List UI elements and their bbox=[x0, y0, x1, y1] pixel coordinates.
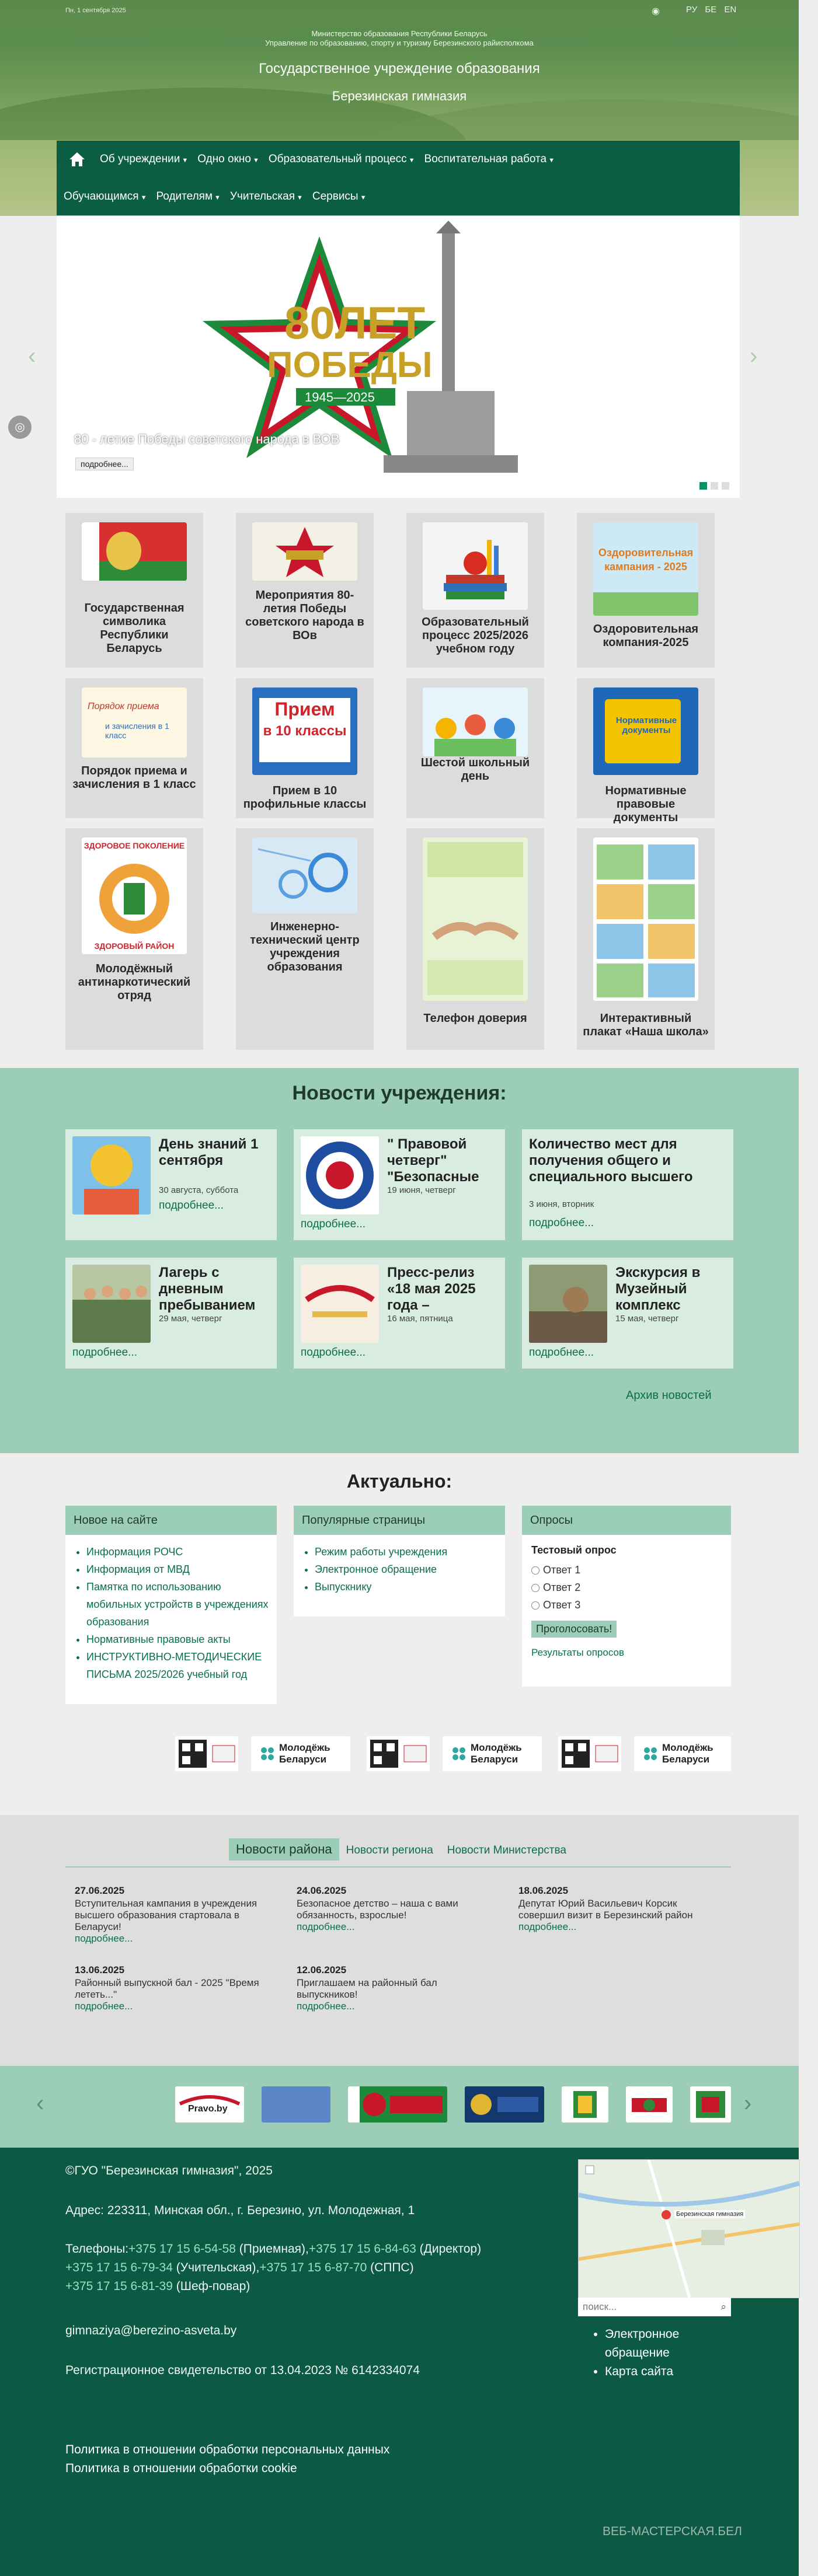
tab-district-news[interactable]: Новости района bbox=[229, 1838, 339, 1861]
tile-antidrug-squad[interactable] bbox=[65, 828, 203, 1050]
ministry-line-1: Министерство образования Республики Беларусь bbox=[311, 29, 488, 38]
current-date: Пн, 1 сентября 2025 bbox=[65, 7, 126, 14]
nav-parents[interactable] bbox=[151, 190, 225, 203]
engineering-center-image bbox=[252, 837, 357, 913]
slider-next-arrow[interactable]: › bbox=[750, 343, 758, 369]
health-campaign-image bbox=[593, 522, 698, 616]
list-item[interactable]: • Памятка по использованию мобильных устройств в учреждениях образования bbox=[86, 1578, 277, 1631]
list-item[interactable]: • Информация от МВД bbox=[86, 1561, 277, 1578]
partners-next-arrow[interactable]: › bbox=[744, 2090, 752, 2116]
trust-phone-image bbox=[423, 837, 528, 1001]
footer-address: Адрес: 223311, Минская обл., г. Березино, ул. Молодежная, 1 bbox=[65, 2204, 415, 2217]
qr-banner[interactable] bbox=[558, 1736, 621, 1771]
news-more-link[interactable]: подробнее... bbox=[75, 2001, 133, 2012]
tabs-divider bbox=[65, 1866, 731, 1868]
list-item[interactable]: • Выпускнику bbox=[315, 1578, 505, 1596]
poll-results-link[interactable]: Результаты опросов bbox=[531, 1647, 625, 1658]
tile-legal-documents[interactable] bbox=[577, 678, 715, 824]
main-nav bbox=[57, 141, 740, 215]
footer-registration: Регистрационное свидетельство от 13.04.2023 № 6142334074 bbox=[65, 2364, 420, 2377]
slider-dot-3[interactable] bbox=[722, 482, 729, 490]
pravo-logo-text: Pravo.by bbox=[188, 2104, 228, 2114]
map-search-placeholder: поиск... bbox=[583, 2301, 617, 2312]
youth-belarus-text: Молодёжь Беларуси bbox=[662, 1742, 713, 1765]
chevron-down-icon: ▼ bbox=[252, 157, 259, 164]
district-news-item bbox=[297, 1885, 495, 1933]
news-text: Безопасное детство – наша с вами обязанность, взрослые! bbox=[297, 1898, 458, 1921]
nav-services-label: Сервисы bbox=[312, 190, 358, 203]
tab-region-news[interactable]: Новости региона bbox=[346, 1844, 433, 1856]
nav-teachers-label: Учительская bbox=[229, 190, 295, 203]
news-date: 29 мая, четверг bbox=[159, 1314, 222, 1324]
district-news-section bbox=[0, 1815, 799, 2066]
partner-logo[interactable] bbox=[562, 2086, 608, 2123]
hero-slider bbox=[57, 216, 740, 498]
phones-label: Телефоны: bbox=[65, 2242, 129, 2256]
tile-engineering-center[interactable] bbox=[236, 828, 374, 1050]
youth-belarus-banner[interactable] bbox=[251, 1736, 350, 1771]
news-more-link[interactable]: подробнее... bbox=[72, 1346, 138, 1359]
first-grade-image bbox=[82, 687, 187, 758]
nav-about[interactable] bbox=[95, 153, 193, 166]
district-news-item bbox=[518, 1885, 717, 1933]
footer-link-electronic-appeal[interactable]: • Электронное обращение bbox=[605, 2325, 722, 2362]
news-title: Экскурсия в Музейный комплекс bbox=[615, 1265, 701, 1313]
news-date: 15 мая, четверг bbox=[615, 1314, 679, 1324]
tile-health-campaign[interactable] bbox=[577, 513, 715, 668]
youth-belarus-banner[interactable] bbox=[634, 1736, 731, 1771]
news-card[interactable] bbox=[294, 1258, 505, 1369]
slide-more-button[interactable]: подробнее... bbox=[75, 458, 134, 470]
news-more-link[interactable]: подробнее... bbox=[301, 1346, 366, 1359]
district-news-tabs bbox=[229, 1838, 573, 1861]
nav-about-label: Об учреждении bbox=[100, 153, 180, 165]
lang-ru[interactable]: РУ bbox=[686, 5, 698, 15]
site-title: Государственное учреждение образования bbox=[259, 61, 540, 76]
news-text: Районный выпускной бал - 2025 "Время лететь..." bbox=[75, 1977, 259, 2000]
news-title: " Правовой четверг" "Безопасные bbox=[387, 1136, 479, 1185]
news-thumbnail bbox=[301, 1136, 379, 1214]
tile-victory-events[interactable] bbox=[236, 513, 374, 668]
news-date: 13.06.2025 bbox=[75, 1964, 125, 1975]
news-date: 16 мая, пятница bbox=[387, 1314, 453, 1324]
nav-one-window-label: Одно окно bbox=[197, 153, 251, 165]
slider-dots bbox=[699, 482, 729, 490]
youth-belarus-text: Молодёжь Беларуси bbox=[471, 1742, 522, 1765]
chevron-down-icon: ▼ bbox=[182, 157, 189, 164]
list-item[interactable]: • Режим работы учреждения bbox=[315, 1543, 505, 1561]
site-subtitle: Березинская гимназия bbox=[332, 89, 467, 103]
youth-belarus-text: Молодёжь Беларуси bbox=[279, 1742, 330, 1765]
slider-prev-arrow[interactable]: ‹ bbox=[28, 343, 36, 369]
nav-row-2 bbox=[59, 178, 371, 215]
new-on-site-title: Новое на сайте bbox=[65, 1506, 277, 1535]
phone-link[interactable]: +375 17 15 6-79-34 bbox=[65, 2261, 173, 2274]
profile-classes-image-line-2: в 10 классы bbox=[263, 723, 347, 739]
nav-one-window[interactable] bbox=[193, 153, 264, 166]
footer-email[interactable]: gimnaziya@berezino-asveta.by bbox=[65, 2324, 237, 2337]
phone-note: (Учительская), bbox=[172, 2261, 260, 2274]
chevron-down-icon: ▼ bbox=[548, 157, 555, 164]
new-on-site-list bbox=[65, 1543, 277, 1683]
profile-classes-image-line-1: Прием bbox=[274, 699, 335, 720]
news-date: 30 августа, суббота bbox=[159, 1185, 239, 1195]
slide-caption: 80 - летие Победы советского народа в ВОВ bbox=[74, 432, 340, 446]
radio-icon[interactable] bbox=[531, 1601, 539, 1610]
nav-teachers[interactable] bbox=[225, 190, 308, 203]
nav-parents-label: Родителям bbox=[156, 190, 213, 203]
poll-option[interactable] bbox=[531, 1596, 731, 1614]
news-text: Приглашаем на районный бал выпускников! bbox=[297, 1977, 437, 2000]
tab-ministry-news[interactable]: Новости Министерства bbox=[447, 1844, 566, 1856]
location-map[interactable] bbox=[578, 2159, 800, 2298]
tile-title: Нормативные правовые документы bbox=[605, 784, 687, 824]
news-more-link[interactable]: подробнее... bbox=[159, 1199, 224, 1212]
news-date: 27.06.2025 bbox=[75, 1885, 125, 1896]
tile-state-symbols[interactable] bbox=[65, 513, 203, 668]
chevron-down-icon: ▼ bbox=[140, 194, 147, 201]
policy-personal-data-link[interactable]: Политика в отношении обработки персональных данных bbox=[65, 2443, 390, 2456]
news-card[interactable] bbox=[65, 1129, 277, 1240]
chevron-down-icon: ▼ bbox=[408, 157, 415, 164]
polls-title: Опросы bbox=[522, 1506, 731, 1535]
news-title: День знаний 1 сентября bbox=[159, 1136, 259, 1168]
tile-title: Порядок приема и зачисления в 1 класс bbox=[72, 765, 196, 791]
nav-students[interactable] bbox=[59, 190, 151, 203]
tile-interactive-poster[interactable] bbox=[577, 828, 715, 1050]
ministry-line-2: Управление по образованию, спорту и туризму Березинского райисполкома bbox=[265, 39, 534, 47]
tile-title: Шестой школьный день bbox=[420, 756, 530, 783]
radio-icon[interactable] bbox=[531, 1566, 539, 1575]
policy-cookie-link[interactable]: Политика в отношении обработки cookie bbox=[65, 2462, 297, 2475]
new-on-site-box bbox=[65, 1506, 277, 1704]
news-title: Количество мест для получения общего и специального высшего bbox=[529, 1136, 693, 1185]
eye-icon[interactable]: ◉ bbox=[652, 6, 660, 16]
first-grade-image-line-2: и зачисления в 1 класс bbox=[105, 721, 169, 740]
home-icon[interactable] bbox=[68, 151, 86, 167]
news-title: Пресс-релиз «18 мая 2025 года – bbox=[387, 1265, 476, 1313]
footer-copyright: ©ГУО "Березинская гимназия", 2025 bbox=[65, 2164, 273, 2177]
news-heading: Новости учреждения: bbox=[292, 1082, 507, 1104]
ministry-lines bbox=[0, 29, 799, 48]
popular-pages-box bbox=[294, 1506, 505, 1617]
news-card[interactable] bbox=[522, 1129, 733, 1240]
phone-link[interactable]: +375 17 15 6-54-58 bbox=[128, 2242, 236, 2256]
educational-process-image bbox=[423, 522, 528, 610]
partners-prev-arrow[interactable]: ‹ bbox=[36, 2090, 44, 2116]
qr-banner[interactable] bbox=[175, 1736, 238, 1771]
poll-question: Тестовый опрос bbox=[531, 1544, 617, 1556]
language-switcher bbox=[686, 5, 742, 15]
list-item[interactable]: • Информация РОЧС bbox=[86, 1543, 277, 1561]
news-thumbnail bbox=[72, 1265, 151, 1343]
slider-dot-2[interactable] bbox=[711, 482, 718, 490]
antidrug-squad-image-text-bottom: ЗДОРОВЫЙ РАЙОН bbox=[94, 941, 175, 951]
list-item[interactable]: • ИНСТРУКТИВНО-МЕТОДИЧЕСКИЕ ПИСЬМА 2025/2026 учебный год bbox=[86, 1648, 277, 1683]
nav-row-1 bbox=[57, 141, 559, 178]
tile-title: Интерактивный плакат «Наша школа» bbox=[583, 1012, 709, 1038]
popular-pages-title: Популярные страницы bbox=[294, 1506, 505, 1535]
news-date: 18.06.2025 bbox=[518, 1885, 569, 1896]
partner-logo[interactable] bbox=[348, 2086, 447, 2123]
news-more-link[interactable]: подробнее... bbox=[301, 1218, 366, 1230]
tile-trust-phone[interactable] bbox=[406, 828, 544, 1050]
nav-upbringing[interactable] bbox=[420, 153, 559, 166]
vote-button[interactable]: Проголосовать! bbox=[531, 1621, 617, 1638]
news-more-link[interactable]: подробнее... bbox=[75, 1933, 133, 1944]
lang-en[interactable]: EN bbox=[724, 5, 737, 15]
sixth-day-image bbox=[423, 687, 528, 756]
chevron-down-icon: ▼ bbox=[360, 194, 367, 201]
phone-note: (Шеф-повар) bbox=[172, 2280, 250, 2293]
profile-classes-image bbox=[252, 687, 357, 775]
legal-documents-image bbox=[593, 687, 698, 775]
interactive-poster-image bbox=[593, 837, 698, 1001]
news-thumbnail bbox=[529, 1265, 607, 1343]
qr-banner[interactable] bbox=[367, 1736, 430, 1771]
news-title: Лагерь с дневным пребыванием bbox=[159, 1265, 256, 1313]
news-date: 3 июня, вторник bbox=[529, 1199, 594, 1209]
news-text: Депутат Юрий Васильевич Корсик совершил визит в Березинский район bbox=[518, 1898, 693, 1921]
tile-sixth-school-day[interactable] bbox=[406, 678, 544, 818]
poll-option[interactable] bbox=[531, 1561, 731, 1579]
list-item[interactable]: • Нормативные правовые акты bbox=[86, 1631, 277, 1648]
news-archive-link[interactable]: Архив новостей bbox=[626, 1389, 712, 1402]
tile-title: Оздоровительная компания-2025 bbox=[593, 623, 699, 649]
tile-title: Молодёжный антинаркотический отряд bbox=[78, 962, 191, 1002]
partner-logo[interactable] bbox=[465, 2086, 544, 2123]
tile-title: Образовательный процесс 2025/2026 учебном году bbox=[422, 616, 529, 655]
victory-events-image bbox=[252, 522, 357, 581]
phone-link[interactable]: +375 17 15 6-81-39 bbox=[65, 2280, 173, 2293]
state-symbols-image bbox=[82, 522, 187, 581]
district-news-item bbox=[75, 1964, 273, 2012]
district-news-item bbox=[297, 1964, 495, 2012]
tile-title: Инженерно-технический центр учреждения образования bbox=[250, 920, 360, 973]
news-date: 19 июня, четверг bbox=[387, 1185, 456, 1195]
news-date: 12.06.2025 bbox=[297, 1964, 347, 1975]
news-thumbnail bbox=[301, 1265, 379, 1343]
footer-links bbox=[591, 2325, 722, 2381]
phone-link[interactable]: +375 17 15 6-84-63 bbox=[308, 2242, 416, 2256]
partner-logo[interactable] bbox=[690, 2086, 731, 2123]
polls-box bbox=[522, 1506, 731, 1687]
district-news-item bbox=[75, 1885, 273, 1945]
youth-belarus-banner[interactable] bbox=[443, 1736, 542, 1771]
first-grade-image-line-1: Порядок приема bbox=[88, 701, 159, 711]
radio-icon[interactable] bbox=[531, 1584, 539, 1592]
tile-profile-classes[interactable] bbox=[236, 678, 374, 818]
health-campaign-image-text: Оздоровительная кампания - 2025 bbox=[598, 547, 694, 573]
phone-note: (Директор) bbox=[416, 2242, 482, 2256]
map-marker-label: Березинская гимназия bbox=[674, 2210, 745, 2218]
poll-option-label: Ответ 3 bbox=[543, 1599, 581, 1611]
tile-title: Телефон доверия bbox=[423, 1012, 527, 1025]
nav-upbringing-label: Воспитательная работа bbox=[424, 153, 547, 165]
poll-option-label: Ответ 2 bbox=[543, 1582, 581, 1593]
news-more-link[interactable]: подробнее... bbox=[529, 1217, 594, 1229]
phone-link[interactable]: +375 17 15 6-87-70 bbox=[259, 2261, 367, 2274]
news-date: 24.06.2025 bbox=[297, 1885, 347, 1896]
victory-80-banner bbox=[57, 216, 740, 498]
partner-logo-pravo[interactable] bbox=[175, 2086, 244, 2123]
footer-link-sitemap[interactable]: • Карта сайта bbox=[605, 2362, 722, 2381]
lang-be[interactable]: БЕ bbox=[705, 5, 717, 15]
footer-phones bbox=[65, 2240, 568, 2296]
accessibility-badge-icon[interactable]: ◎ bbox=[8, 416, 32, 439]
news-thumbnail bbox=[72, 1136, 151, 1214]
news-more-link[interactable]: подробнее... bbox=[297, 2001, 355, 2012]
partner-logo[interactable] bbox=[626, 2086, 673, 2123]
partner-logo[interactable] bbox=[262, 2086, 330, 2123]
nav-educational-process[interactable] bbox=[264, 153, 420, 166]
news-more-link[interactable]: подробнее... bbox=[518, 1921, 577, 1932]
news-card[interactable] bbox=[65, 1258, 277, 1369]
tile-educational-process[interactable] bbox=[406, 513, 544, 668]
news-text: Вступительная кампания в учреждения высшего образования стартовала в Беларуси! bbox=[75, 1898, 257, 1932]
phone-note: (СППС) bbox=[367, 2261, 414, 2274]
map-search-input[interactable] bbox=[578, 2298, 731, 2316]
actual-heading: Актуально: bbox=[346, 1471, 452, 1492]
tile-first-grade-admission[interactable] bbox=[65, 678, 203, 818]
nav-services[interactable] bbox=[308, 190, 371, 203]
poll-option-label: Ответ 1 bbox=[543, 1564, 581, 1576]
antidrug-squad-image bbox=[82, 837, 187, 954]
legal-documents-image-text: Нормативные документы bbox=[615, 715, 677, 735]
phone-note: (Приемная), bbox=[235, 2242, 309, 2256]
popular-pages-list bbox=[294, 1543, 505, 1596]
chevron-down-icon: ▼ bbox=[296, 194, 303, 201]
nav-students-label: Обучающимся bbox=[64, 190, 139, 203]
tile-title: Государственная символика Республики Беларусь bbox=[84, 602, 185, 655]
slider-dot-1[interactable] bbox=[699, 482, 707, 490]
list-item[interactable]: • Электронное обращение bbox=[315, 1561, 505, 1578]
search-icon[interactable]: ⌕ bbox=[720, 2301, 726, 2312]
antidrug-squad-image-text-top: ЗДОРОВОЕ ПОКОЛЕНИЕ bbox=[83, 841, 185, 850]
news-more-link[interactable]: подробнее... bbox=[297, 1921, 355, 1932]
studio-credit[interactable]: ВЕБ-МАСТЕРСКАЯ.БЕЛ bbox=[603, 2525, 742, 2538]
badge-years-text: 1945—2025 bbox=[305, 390, 375, 404]
tile-title: Прием в 10 профильные классы bbox=[243, 784, 367, 811]
badge-80-text: 80ЛЕТ bbox=[284, 297, 426, 348]
badge-victory-text: ПОБЕДЫ bbox=[267, 345, 433, 385]
news-card[interactable] bbox=[294, 1129, 505, 1240]
poll-option[interactable] bbox=[531, 1579, 731, 1596]
news-card[interactable] bbox=[522, 1258, 733, 1369]
nav-educational-process-label: Образовательный процесс bbox=[268, 153, 407, 165]
tile-title: Мероприятия 80-летия Победы советского народа в ВОв bbox=[245, 589, 364, 642]
chevron-down-icon: ▼ bbox=[214, 194, 221, 201]
news-more-link[interactable]: подробнее... bbox=[529, 1346, 594, 1359]
